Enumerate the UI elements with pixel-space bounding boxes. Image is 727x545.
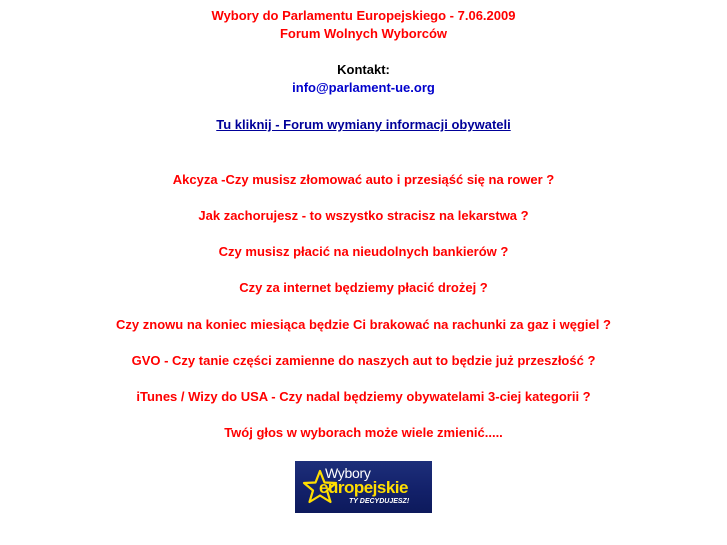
- question-item: Twój głos w wyborach może wiele zmienić.....: [224, 425, 503, 440]
- question-item: Czy za internet będziemy płacić drożej ?: [239, 280, 488, 295]
- question-item: Czy znowu na koniec miesiąca będzie Ci brakować na rachunki za gaz i węgiel ?: [116, 317, 611, 332]
- page-subtitle: Forum Wolnych Wyborców: [279, 26, 448, 41]
- forum-link[interactable]: Tu kliknij - Forum wymiany informacji obywateli: [216, 117, 511, 132]
- question-item: Akcyza -Czy musisz złomować auto i przesiąść się na rower ?: [172, 172, 555, 187]
- contact-email[interactable]: info@parlament-ue.org: [292, 80, 435, 95]
- contact-label: Kontakt:: [337, 62, 390, 77]
- question-item: Czy musisz płacić na nieudolnych bankierów ?: [218, 244, 509, 259]
- banner-line2: europejskie: [319, 478, 408, 497]
- question-item: Jak zachorujesz - to wszystko stracisz na lekarstwa ?: [198, 208, 529, 223]
- banner-line3: TY DECYDUJESZ!: [349, 498, 410, 505]
- page-title: Wybory do Parlamentu Europejskiego - 7.06.2009: [211, 8, 516, 23]
- question-item: iTunes / Wizy do USA - Czy nadal będziemy obywatelami 3-ciej kategorii ?: [136, 389, 591, 404]
- banner-line1: Wybory: [325, 465, 371, 481]
- wybory-europejskie-banner[interactable]: [295, 461, 432, 513]
- forum-link-row: [0, 117, 727, 133]
- question-item: GVO - Czy tanie części zamienne do naszych aut to będzie już przeszłość ?: [131, 353, 596, 368]
